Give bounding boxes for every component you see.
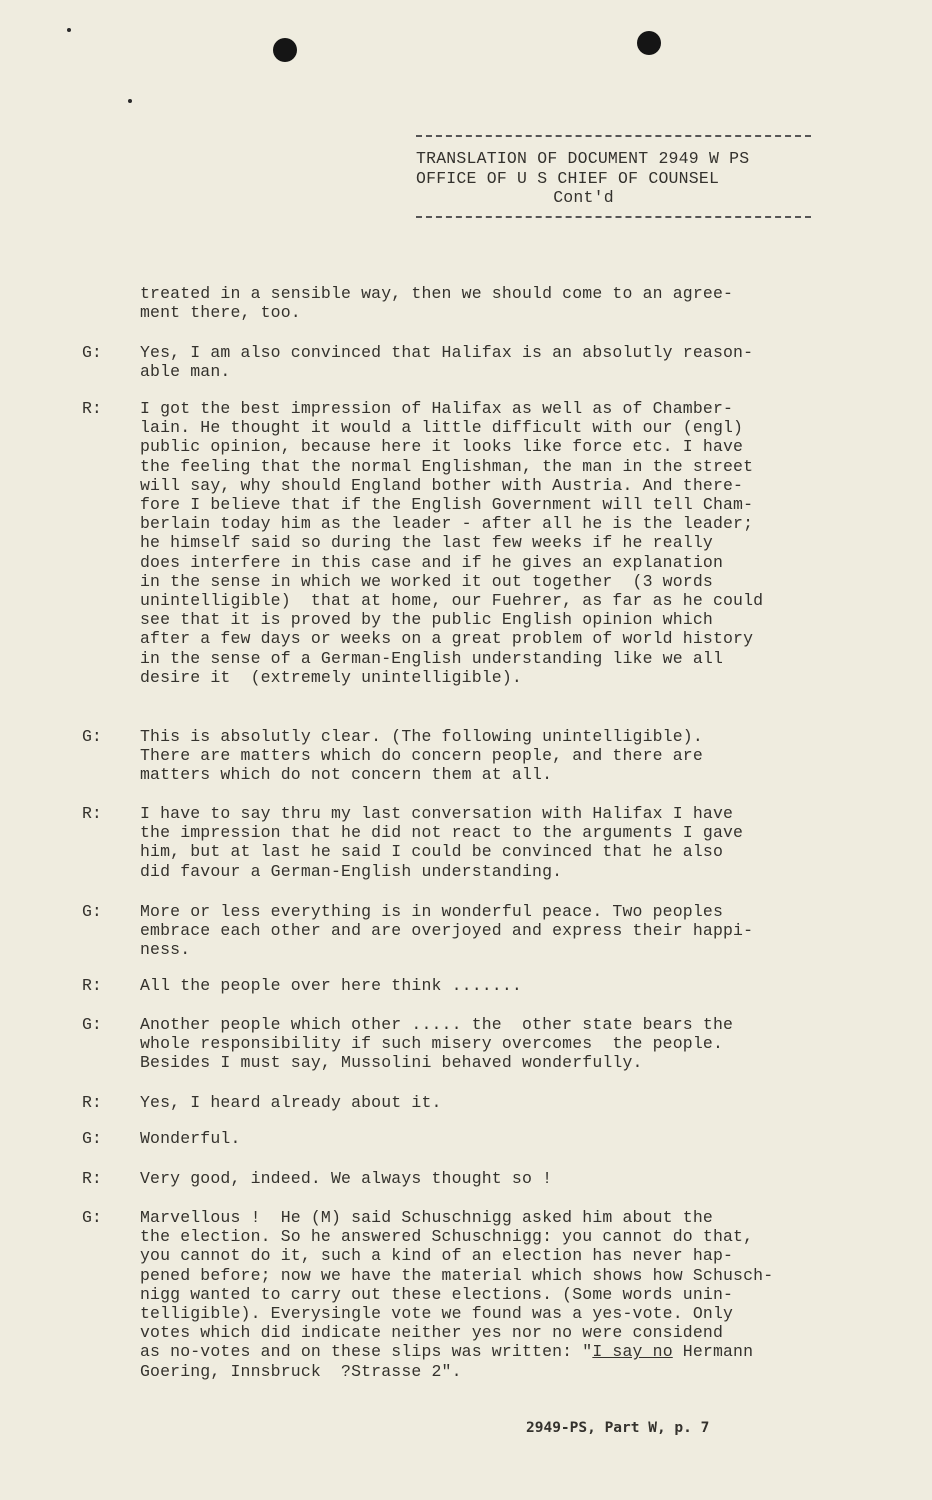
text-line: Yes, I am also convinced that Halifax is an absolutly reason- xyxy=(140,343,754,362)
header-line-2: OFFICE OF U S CHIEF OF COUNSEL xyxy=(416,168,720,188)
text-line: in the sense of a German-English understanding like we all xyxy=(140,648,723,668)
text-line: Yes, I heard already about it. xyxy=(140,1093,442,1112)
text-line: There are matters which do concern people, and there are xyxy=(140,746,703,766)
text-line: berlain today him as the leader - after all he is the leader; xyxy=(140,514,754,534)
header-line-3: Cont'd xyxy=(553,188,614,207)
text-line: Marvellous ! He (M) said Schuschnigg asked him about the xyxy=(140,1208,713,1227)
translation-header xyxy=(416,135,811,218)
text-line: will say, why should England bother with Austria. And there- xyxy=(140,475,744,495)
text-line: desire it (extremely unintelligible). xyxy=(140,667,522,687)
text-line: after a few days or weeks on a great problem of world history xyxy=(140,629,754,649)
text-line: him, but at last he said I could be convinced that he also xyxy=(140,842,723,862)
punch-hole-right xyxy=(637,31,661,55)
speaker-label: R: xyxy=(82,1169,102,1188)
text-line: I got the best impression of Halifax as well as of Chamber- xyxy=(140,399,734,418)
text-line: matters which do not concern them at all. xyxy=(140,765,553,785)
text-line: lain. He thought it would a little difficult with our (engl) xyxy=(140,418,744,438)
text-line: ment there, too. xyxy=(140,303,301,323)
text-segment: as no-votes and on these slips was written: " xyxy=(140,1342,593,1362)
speaker-label: R: xyxy=(82,1093,102,1112)
text-line: Besides I must say, Mussolini behaved wonderfully. xyxy=(140,1053,643,1073)
text-line: pened before; now we have the material which shows how Schusch- xyxy=(140,1265,774,1285)
text-line: Very good, indeed. We always thought so ! xyxy=(140,1169,553,1188)
text-line: Goering, Innsbruck ?Strasse 2". xyxy=(140,1361,462,1381)
speaker-label: R: xyxy=(82,804,102,823)
text-line: the feeling that the normal Englishman, the man in the street xyxy=(140,456,754,476)
text-line: in the sense in which we worked it out together (3 words xyxy=(140,571,713,591)
speaker-label: R: xyxy=(82,976,102,995)
header-bottom-rule xyxy=(416,216,811,218)
text-line: I have to say thru my last conversation with Halifax I have xyxy=(140,804,734,823)
text-line: telligible). Everysingle vote we found was a yes-vote. Only xyxy=(140,1304,734,1324)
text-line: you cannot do it, such a kind of an election has never hap- xyxy=(140,1246,734,1266)
speaker-label: G: xyxy=(82,1015,102,1034)
text-line: votes which did indicate neither yes nor no were considend xyxy=(140,1323,723,1343)
text-line: More or less everything is in wonderful peace. Two peoples xyxy=(140,902,723,921)
text-line: All the people over here think ....... xyxy=(140,976,522,995)
text-line: he himself said so during the last few weeks if he really xyxy=(140,533,713,553)
text-line: treated in a sensible way, then we should come to an agree- xyxy=(140,284,734,303)
speaker-label: G: xyxy=(82,727,102,746)
text-line: see that it is proved by the public English opinion which xyxy=(140,610,713,630)
text-line: fore I believe that if the English Government will tell Cham- xyxy=(140,495,754,515)
header-line-1: TRANSLATION OF DOCUMENT 2949 W PS xyxy=(416,149,750,168)
page-footer: 2949-PS, Part W, p. 7 xyxy=(526,1420,710,1436)
text-line: able man. xyxy=(140,362,231,382)
speaker-label: G: xyxy=(82,1208,102,1227)
text-line: Another people which other ..... the other state bears the xyxy=(140,1015,734,1034)
text-line: whole responsibility if such misery overcomes the people. xyxy=(140,1034,723,1054)
text-line xyxy=(140,1342,860,1361)
ink-speck xyxy=(128,99,132,103)
punch-hole-left xyxy=(273,38,297,62)
underlined-quote: I say no xyxy=(592,1342,673,1362)
text-line: ness. xyxy=(140,940,191,960)
text-line: Wonderful. xyxy=(140,1129,241,1148)
text-line: the election. So he answered Schuschnigg: you cannot do that, xyxy=(140,1227,754,1247)
text-line: nigg wanted to carry out these elections. (Some words unin- xyxy=(140,1284,734,1304)
speaker-label: R: xyxy=(82,399,102,418)
text-line: the impression that he did not react to the arguments I gave xyxy=(140,823,744,843)
text-line: public opinion, because here it looks like force etc. I have xyxy=(140,437,744,457)
text-line: embrace each other and are overjoyed and express their happi- xyxy=(140,921,754,941)
text-line: did favour a German-English understanding. xyxy=(140,861,563,881)
text-line: unintelligible) that at home, our Fuehrer, as far as he could xyxy=(140,591,764,611)
text-line: does interfere in this case and if he gives an explanation xyxy=(140,552,723,572)
speaker-label: G: xyxy=(82,1129,102,1148)
speaker-label: G: xyxy=(82,343,102,362)
text-line: This is absolutly clear. (The following unintelligible). xyxy=(140,727,703,746)
speaker-label: G: xyxy=(82,902,102,921)
text-segment: Hermann xyxy=(672,1342,754,1362)
ink-speck xyxy=(67,28,71,32)
